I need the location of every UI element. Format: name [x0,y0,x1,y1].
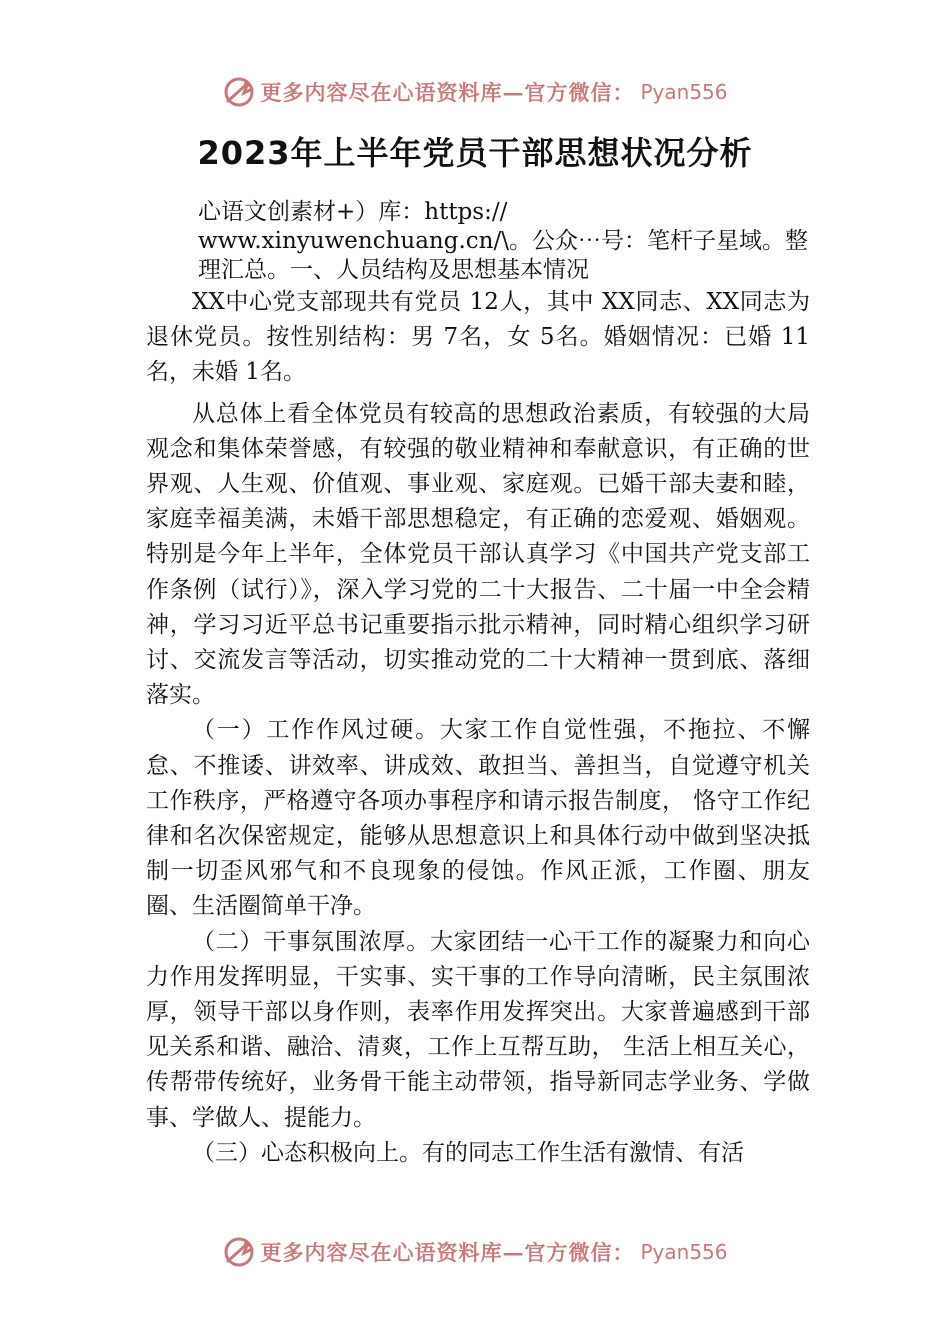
banner-handle: Pyan556 [640,80,728,104]
intro-text: 心语文创素材+）库：https:// www.xinyuwenchuang.cn/\。公众⋯号：笔杆子星域。整理汇总。一、人员结构及思想基本情况 [198,199,808,283]
paragraph: （二）干事氛围浓厚。大家团结一心干工作的凝聚力和向心力作用发挥明显，干实事、实干事的工作导向清晰，民主氛围浓厚，领导干部以身作则，表率作用发挥突出。大家普遍感到干部见关系和谐、融洽、清爽，工作上互帮互助， 生活上相互关心，传帮带传统好，业务骨干能主动带领，指导新同志学业务、学做事、学做人、提能力。 [146,928,810,1131]
footer-banner [0,1232,950,1272]
banner-handle: Pyan556 [640,1240,728,1264]
document-body [146,198,810,1171]
paragraph: 从总体上看全体党员有较高的思想政治素质，有较强的大局观念和集体荣誉感，有较强的敬业精神和奉献意识，有正确的世界观、人生观、价值观、事业观、家庭观。已婚干部夫妻和睦，家庭幸福美满，未婚干部思想稳定，有正确的恋爱观、婚姻观。特别是今年上半年，全体党员干部认真学习《中国共产党支部工作条例（试行）》，深入学习党的二十大报告、二十届一中全会精神，学习习近平总书记重要指示批示精神，同时精心组织学习研讨、交流发言等活动，切实推动党的二十大精神一贯到底、落细落实。 [146,400,810,709]
logo-icon [222,1235,256,1269]
banner-text: 更多内容尽在心语资料库—官方微信： [260,1240,635,1265]
paragraph: XX中心党支部现共有党员 12人，其中 XX同志、XX同志为退休党员。按性别结构：男 7名，女 5名。婚姻情况：已婚 11名，未婚 1名。 [146,289,810,386]
banner-text: 更多内容尽在心语资料库—官方微信： [260,80,635,105]
logo-icon [222,75,256,109]
header-banner [0,72,950,112]
paragraph: （一）工作作风过硬。大家工作自觉性强，不拖拉、不懈怠、不推诿、讲效率、讲成效、敢担当、善担当，自觉遵守机关工作秩序，严格遵守各项办事程序和请示报告制度， 恪守工作纪律和名次保密规定，能够从思想意识上和具体行动中做到坚决抵制一切歪风邪气和不良现象的侵蚀。作风正派，工作圈、朋友圈、生活圈简单干净。 [146,717,810,920]
paragraph: （三）心态积极向上。有的同志工作生活有激情、有活 [192,1139,744,1166]
page-title: 2023年上半年党员干部思想状况分析 [197,134,753,172]
